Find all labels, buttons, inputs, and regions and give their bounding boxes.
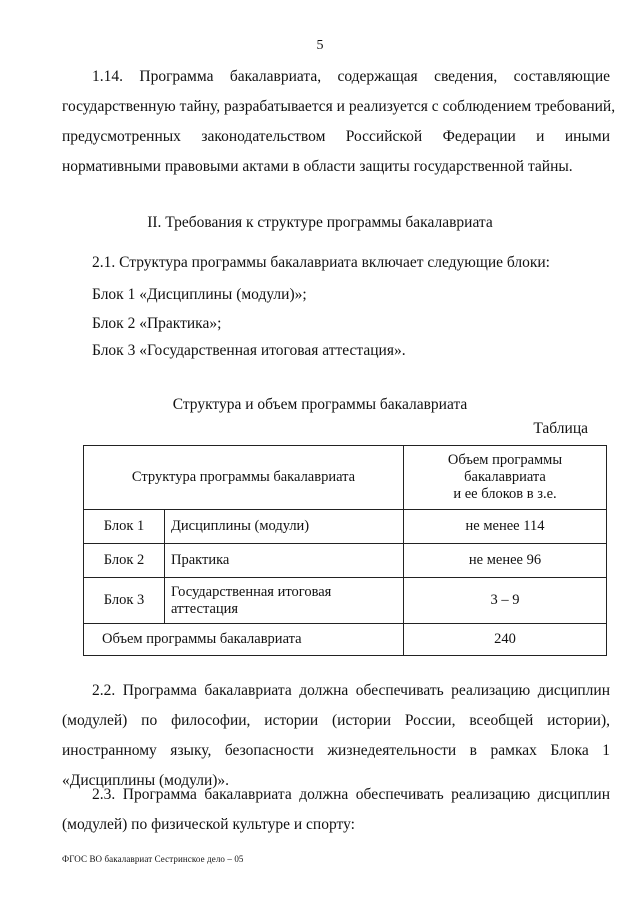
row-volume: не менее 114 xyxy=(404,510,607,544)
header-volume-line: и ее блоков в з.е. xyxy=(453,486,557,502)
structure-table xyxy=(83,445,607,656)
paragraph-2-2 xyxy=(62,676,610,796)
footer-note: ФГОС ВО бакалавриат Сестринское дело – 05 xyxy=(62,854,244,864)
table-row xyxy=(84,544,607,578)
paragraph-line: 1.14. Программа бакалавриата, содержащая сведения, составляющие xyxy=(92,68,610,85)
table-row xyxy=(84,578,607,624)
paragraph-2-1: 2.1. Структура программы бакалавриата включает следующие блоки: xyxy=(92,254,550,271)
header-volume-line: Объем программы xyxy=(447,452,563,468)
row-block: Блок 1 xyxy=(84,510,165,544)
total-value: 240 xyxy=(404,624,607,656)
row-name: Дисциплины (модули) xyxy=(165,510,404,544)
section-heading: II. Требования к структуре программы бакалавриата xyxy=(147,214,493,231)
table-label: Таблица xyxy=(533,420,588,437)
header-volume xyxy=(404,446,607,510)
row-block: Блок 2 xyxy=(84,544,165,578)
block-1-item: Блок 1 «Дисциплины (модули)»; xyxy=(92,286,307,303)
table-row xyxy=(84,510,607,544)
row-volume: 3 – 9 xyxy=(404,578,607,624)
table-header-row xyxy=(84,446,607,510)
table-caption: Структура и объем программы бакалавриата xyxy=(172,396,468,413)
paragraph-line: (модулей) по физической культуре и спорту: xyxy=(62,816,355,833)
row-name: Государственная итоговая аттестация xyxy=(165,578,404,624)
block-3-item: Блок 3 «Государственная итоговая аттестация». xyxy=(92,342,406,359)
page-number: 5 xyxy=(316,38,324,53)
row-block: Блок 3 xyxy=(84,578,165,624)
block-2-item: Блок 2 «Практика»; xyxy=(92,315,222,332)
paragraph-line: 2.3. Программа бакалавриата должна обеспечивать реализацию дисциплин xyxy=(92,786,610,803)
paragraph-2-3 xyxy=(62,780,610,840)
paragraph-line: государственную тайну, разрабатывается и реализуется с соблюдением требований, xyxy=(62,98,616,115)
paragraph-line: 2.2. Программа бакалавриата должна обеспечивать реализацию дисциплин xyxy=(92,682,610,699)
row-volume: не менее 96 xyxy=(404,544,607,578)
paragraph-line: (модулей) по философии, истории (истории России, всеобщей истории), xyxy=(62,712,610,729)
paragraph-line: предусмотренных законодательством Российской Федерации и иными xyxy=(62,128,610,145)
total-label: Объем программы бакалавриата xyxy=(84,624,404,656)
paragraph-1-14 xyxy=(62,62,616,182)
header-structure: Структура программы бакалавриата xyxy=(84,446,404,510)
table-total-row xyxy=(84,624,607,656)
paragraph-line: иностранному языку, безопасности жизнедеятельности в рамках Блока 1 xyxy=(62,742,610,759)
paragraph-line: «Дисциплины (модули)». xyxy=(62,772,230,789)
paragraph-line: нормативными правовыми актами в области защиты государственной тайны. xyxy=(62,158,573,175)
header-volume-line: бакалавриата xyxy=(464,469,546,485)
row-name: Практика xyxy=(165,544,404,578)
